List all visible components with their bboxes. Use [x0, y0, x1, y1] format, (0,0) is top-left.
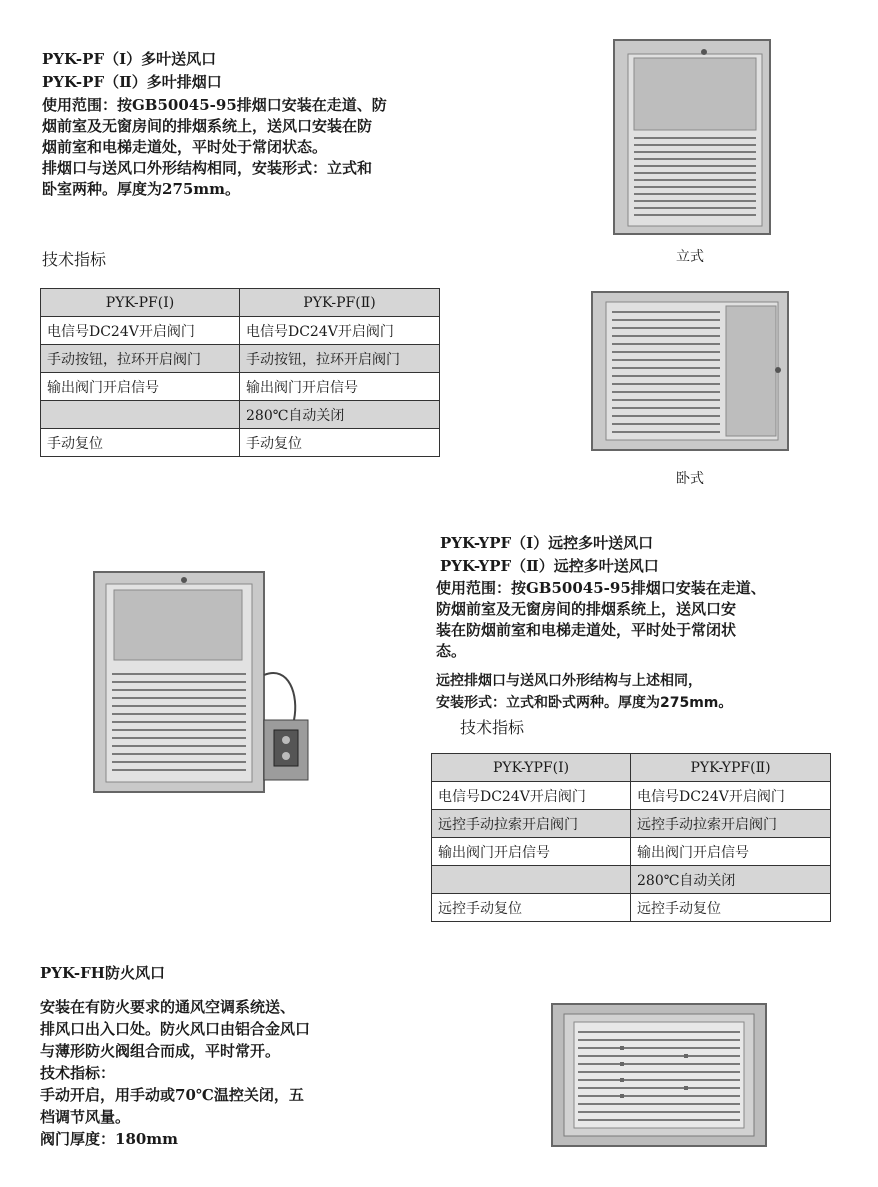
table-header-cell: PYK-PF(Ⅱ): [240, 289, 440, 317]
table-row: [41, 401, 440, 429]
table-row: [41, 317, 440, 345]
table-header-cell: PYK-YPF(Ⅱ): [631, 754, 831, 782]
vertical-vent-image: [612, 38, 774, 238]
table-cell: 电信号DC24V开启阀门: [41, 317, 240, 345]
text-line: 手动开启，用手动或70℃温控关闭，五: [40, 1086, 304, 1104]
text-line: 与薄形防火阀组合而成，平时常开。: [40, 1042, 281, 1060]
section1-description: [42, 95, 387, 200]
table-cell: 输出阀门开启信号: [41, 373, 240, 401]
text-line: 安装形式：立式和卧式两种。厚度为275mm。: [436, 695, 733, 711]
table-cell: 输出阀门开启信号: [240, 373, 440, 401]
table-cell: [432, 866, 631, 894]
table-row: [432, 894, 831, 922]
spec-heading: 技术指标: [460, 718, 525, 737]
pyk-ypf-1-title: PYK-YPF（Ⅰ）远控多叶送风口: [440, 534, 654, 552]
text-line: 安装在有防火要求的通风空调系统送、: [40, 998, 296, 1016]
table-cell: 远控手动拉索开启阀门: [432, 810, 631, 838]
text-line: 装在防烟前室和电梯走道处，平时处于常闭状: [436, 621, 737, 639]
spec-heading: 技术指标: [42, 250, 107, 269]
table-row: [41, 373, 440, 401]
table-row: [432, 810, 831, 838]
table-cell: 手动复位: [240, 429, 440, 457]
table-cell: 手动复位: [41, 429, 240, 457]
table-cell: 280℃自动关闭: [631, 866, 831, 894]
text-line: 使用范围：按GB50045-95排烟口安装在走道、: [436, 579, 766, 597]
table-row: [432, 866, 831, 894]
table-header-cell: PYK-PF(Ⅰ): [41, 289, 240, 317]
table-row: [41, 429, 440, 457]
section2-description: [436, 578, 766, 662]
text-line: 卧室两种。厚度为275mm。: [42, 180, 241, 198]
pyk-pf-1-title: PYK-PF（Ⅰ）多叶送风口: [42, 50, 217, 68]
caption-horizontal: 卧式: [676, 471, 704, 487]
text-line: 烟前室及无窗房间的排烟系统上，送风口安装在防: [42, 117, 373, 135]
table-cell: 输出阀门开启信号: [631, 838, 831, 866]
table-header-row: [432, 754, 831, 782]
table-cell: 电信号DC24V开启阀门: [631, 782, 831, 810]
table-row: [432, 782, 831, 810]
text-line: 态。: [436, 642, 467, 660]
table-cell: 远控手动拉索开启阀门: [631, 810, 831, 838]
text-line: 排烟口与送风口外形结构相同，安装形式：立式和: [42, 159, 373, 177]
table-cell: 远控手动复位: [432, 894, 631, 922]
table-cell: 电信号DC24V开启阀门: [432, 782, 631, 810]
table-row: [41, 345, 440, 373]
text-line: 排风口出入口处。防火风口由铝合金风口: [40, 1020, 311, 1038]
text-line: 烟前室和电梯走道处，平时处于常闭状态。: [42, 138, 328, 156]
table-row: [432, 838, 831, 866]
table-cell: 远控手动复位: [631, 894, 831, 922]
text-line: 使用范围：按GB50045-95排烟口安装在走道、防: [42, 96, 387, 114]
table-cell: 280℃自动关闭: [240, 401, 440, 429]
text-line: 防烟前室及无窗房间的排烟系统上，送风口安: [436, 600, 737, 618]
section2-bold-note: [436, 670, 732, 714]
horizontal-vent-image: [590, 290, 790, 454]
pyk-pf-2-title: PYK-PF（Ⅱ）多叶排烟口: [42, 73, 222, 91]
table-header-cell: PYK-YPF(Ⅰ): [432, 754, 631, 782]
table-cell: [41, 401, 240, 429]
table-cell: 输出阀门开启信号: [432, 838, 631, 866]
section3-description: [40, 996, 310, 1150]
table-cell: 电信号DC24V开启阀门: [240, 317, 440, 345]
pyk-ypf-2-title: PYK-YPF（Ⅱ）远控多叶送风口: [440, 557, 659, 575]
spec-table-ypf: [431, 753, 831, 922]
text-line: 远控排烟口与送风口外形结构与上述相同，: [436, 673, 702, 689]
pyk-fh-title: PYK-FH防火风口: [40, 964, 165, 982]
table-cell: 手动按钮，拉环开启阀门: [41, 345, 240, 373]
caption-vertical: 立式: [676, 249, 704, 265]
text-line: 阀门厚度：180mm: [40, 1130, 179, 1148]
remote-vent-image: [84, 570, 310, 800]
table-cell: 手动按钮，拉环开启阀门: [240, 345, 440, 373]
text-line: 技术指标：: [40, 1064, 116, 1082]
table-header-row: [41, 289, 440, 317]
fire-damper-vent-image: [550, 1002, 768, 1148]
text-line: 档调节风量。: [40, 1108, 131, 1126]
spec-table-pf: [40, 288, 440, 457]
